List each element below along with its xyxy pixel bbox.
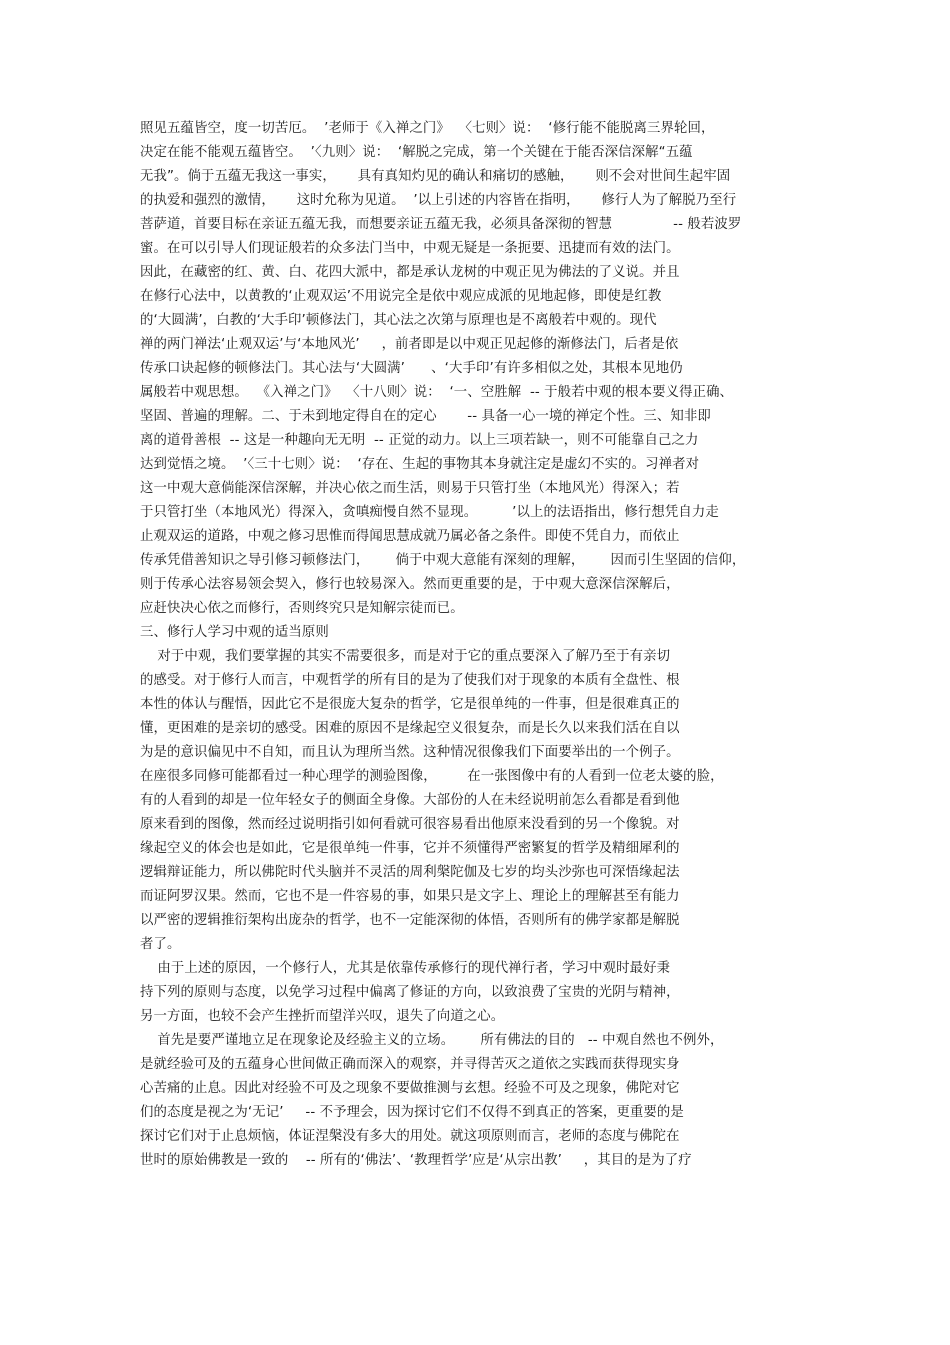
- text-line: 以严密的逻辑推衍架构出庞杂的哲学，也不一定能深彻的体悟，否则所有的佛学家都是解脱: [140, 913, 680, 928]
- text-line: 本性的体认与醒悟，因此它不是很庞大复杂的哲学，它是很单纯的一件事，但是很难真正的: [140, 697, 680, 712]
- text-line: 另一方面，也较不会产生挫折而望洋兴叹，退失了向道之心。: [140, 1009, 505, 1024]
- text-line: 有的人看到的却是一位年轻女子的侧面全身像。大部份的人在未经说明前怎么看都是看到他: [140, 793, 680, 808]
- text-line: 缘起空义的体会也是如此，它是很单纯一件事，它并不须懂得严密繁复的哲学及精细犀利的: [140, 841, 680, 856]
- text-line: 因此，在藏密的红、黄、白、花四大派中，都是承认龙树的中观正见为佛法的了义说。并且: [140, 265, 680, 280]
- text-line: 无我”。倘于五蕴无我这一事实， 具有真知灼见的确认和痛切的感触， 则不会对世间生起牢固: [140, 169, 731, 184]
- text-line: 原来看到的图像，然而经过说明指引如何看就可很容易看出他原来没看到的另一个像貌。对: [140, 817, 680, 832]
- text-line: 属般若中观思想。 《入禅之门》 〈十八则〉说： ‘一、空胜解 -- 于般若中观的根本要义得正确、: [140, 385, 734, 400]
- text-line: 禅的两门禅法‘止观双运’与‘本地风光’ ，前者即是以中观正见起修的渐修法门，后者是依: [140, 337, 679, 352]
- text-line: 传承凭借善知识之导引修习顿修法门， 倘于中观大意能有深刻的理解， 因而引生坚固的信仰，: [140, 553, 746, 568]
- text-line: 持下列的原则与态度，以免学习过程中偏离了修证的方向，以致浪费了宝贵的光阴与精神，: [140, 985, 680, 1000]
- text-line: 而证阿罗汉果。然而，它也不是一件容易的事，如果只是文字上、理论上的理解甚至有能力: [140, 889, 680, 904]
- text-line: 应赶快决心依之而修行，否则终究只是知解宗徒而已。: [140, 601, 464, 616]
- text-line: 传承口诀起修的顿修法门。其心法与‘大圆满’ 、‘大手印’有许多相似之处，其根本见地仍: [140, 361, 683, 376]
- text-line: 于只管打坐（本地风光）得深入，贪嗔痴慢自然不显现。 ’以上的法语指出，修行想凭自力走: [140, 505, 719, 520]
- text-line: 心苦痛的止息。因此对经验不可及之现象不要做推测与玄想。经验不可及之现象，佛陀对它: [140, 1081, 680, 1096]
- text-line: 为是的意识偏见中不自知，而且认为理所当然。这种情况很像我们下面要举出的一个例子。: [140, 745, 680, 760]
- text-line: 的感受。对于修行人而言，中观哲学的所有目的是为了使我们对于现象的本质有全盘性、根: [140, 673, 680, 688]
- text-line: 对于中观，我们要掌握的其实不需要很多，而是对于它的重点要深入了解乃至于有亲切: [140, 649, 671, 664]
- text-line: 懂，更困难的是亲切的感受。困难的原因不是缘起空义很复杂，而是长久以来我们活在自以: [140, 721, 680, 736]
- text-line: 则于传承心法容易领会契入，修行也较易深入。然而更重要的是，于中观大意深信深解后，: [140, 577, 680, 592]
- text-line: 坚固、普遍的理解。二、于未到地定得自在的定心 -- 具备一心一境的禅定个性。三、知非即: [140, 409, 711, 424]
- text-line: 世时的原始佛教是一致的 -- 所有的‘佛法’、‘教理哲学’应是‘从宗出教’ ，其目的是为了疗: [140, 1153, 692, 1168]
- text-line: 照见五蕴皆空，度一切苦厄。 ’老师于《入禅之门》 〈七则〉说： ‘修行能不能脱离三界轮回，: [140, 121, 715, 136]
- text-line: 在座很多同修可能都看过一种心理学的测验图像， 在一张图像中有的人看到一位老太婆的脸，: [140, 769, 724, 784]
- text-line: 的‘大圆满’，白教的‘大手印’顿修法门，其心法之次第与原理也是不离般若中观的。现代: [140, 313, 657, 328]
- text-line: 逻辑辩证能力，所以佛陀时代头脑并不灵活的周利槃陀伽及七岁的均头沙弥也可深悟缘起法: [140, 865, 680, 880]
- text-line: 菩萨道，首要目标在亲证五蕴无我，而想要亲证五蕴无我，必须具备深彻的智慧 -- 般若波罗: [140, 217, 742, 232]
- text-line: 离的道骨善根 -- 这是一种趣向无无明 -- 正觉的动力。以上三项若缺一，则不可能靠自己之力: [140, 433, 699, 448]
- text-line: 首先是要严谨地立足在现象论及经验主义的立场。 所有佛法的目的 -- 中观自然也不例外，: [140, 1033, 724, 1048]
- section-heading: 三、修行人学习中观的适当原则: [140, 625, 329, 640]
- text-line: 在修行心法中，以黄教的‘止观双运’不用说完全是依中观应成派的见地起修，即使是红教: [140, 289, 662, 304]
- text-line: 是就经验可及的五蕴身心世间做正确而深入的观察，并寻得苦灭之道依之实践而获得现实身: [140, 1057, 680, 1072]
- text-line: 决定在能不能观五蕴皆空。 ’〈九则〉说： ‘解脱之完成，第一个关键在于能否深信深解“五蕴: [140, 145, 693, 160]
- text-line: 由于上述的原因，一个修行人，尤其是依靠传承修行的现代禅行者，学习中观时最好秉: [140, 961, 671, 976]
- text-line: 这一中观大意倘能深信深解，并决心依之而生活，则易于只管打坐（本地风光）得深入；若: [140, 481, 680, 496]
- text-line: 的执爱和强烈的激情， 这时允称为见道。 ’以上引述的内容皆在指明， 修行人为了解脱乃至行: [140, 193, 737, 208]
- text-line: 们的态度是视之为‘无记’ -- 不予理会，因为探讨它们不仅得不到真正的答案，更重要的是: [140, 1105, 684, 1120]
- text-line: 止观双运的道路，中观之修习思惟而得闻思慧成就乃属必备之条件。即使不凭自力，而依止: [140, 529, 680, 544]
- text-line: 者了。: [140, 937, 181, 952]
- text-line: 探讨它们对于止息烦恼，体证涅槃没有多大的用处。就这项原则而言，老师的态度与佛陀在: [140, 1129, 680, 1144]
- text-line: 蜜。在可以引导人们现证般若的众多法门当中，中观无疑是一条扼要、迅捷而有效的法门。: [140, 241, 680, 256]
- text-line: 达到觉悟之境。 ’〈三十七则〉说： ‘存在、生起的事物其本身就注定是虚幻不实的。习禅者对: [140, 457, 700, 472]
